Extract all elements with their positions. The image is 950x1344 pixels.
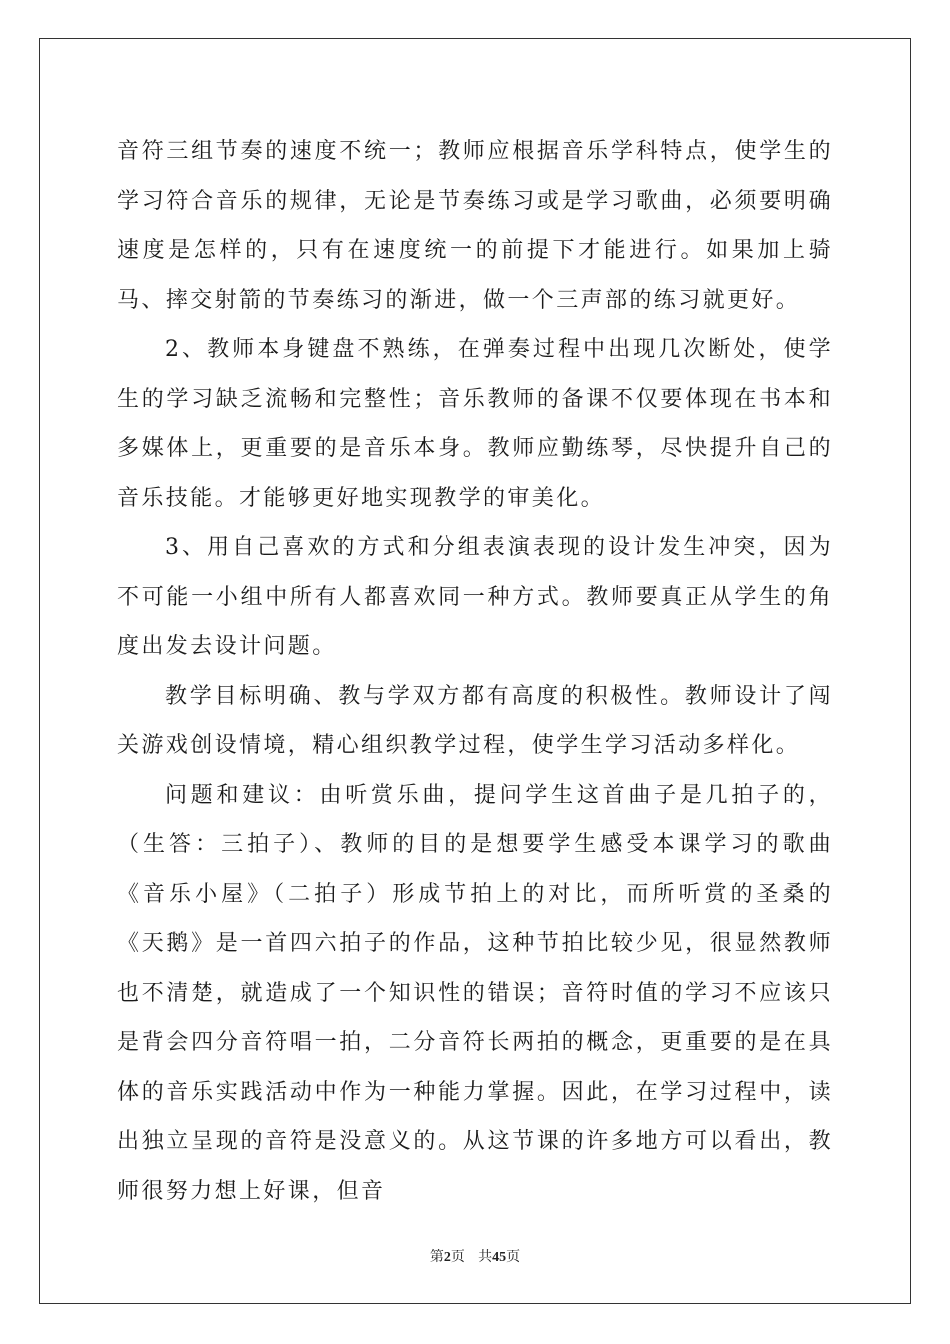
page-footer [0, 1246, 950, 1266]
total-suffix: 页 [506, 1249, 521, 1265]
page-prefix: 第 [429, 1249, 444, 1265]
paragraph-3: 3、用自己喜欢的方式和分组表演表现的设计发生冲突，因为不可能一小组中所有人都喜欢同一种方式。教师要真正从学生的角度出发去设计问题。 [117, 535, 833, 659]
total-prefix: 共 [478, 1249, 493, 1265]
total-pages: 45 [492, 1250, 507, 1265]
paragraph-4: 教学目标明确、教与学双方都有高度的积极性。教师设计了闯关游戏创设情境，精心组织教学过程，使学生学习活动多样化。 [117, 683, 833, 758]
paragraph-2: 2、教师本身键盘不熟练，在弹奏过程中出现几次断处，使学生的学习缺乏流畅和完整性；音乐教师的备课不仅要体现在书本和多媒体上，更重要的是音乐本身。教师应勤练琴，尽快提升自己的音乐技能。才能够更好地实现教学的审美化。 [117, 337, 833, 511]
paragraph-1: 音符三组节奏的速度不统一；教师应根据音乐学科特点，使学生的学习符合音乐的规律，无论是节奏练习或是学习歌曲，必须要明确速度是怎样的，只有在速度统一的前提下才能进行。如果加上骑马、摔交射箭的节奏练习的渐进，做一个三声部的练习就更好。 [117, 139, 833, 313]
document-body [117, 127, 833, 1216]
paragraph-5: 问题和建议：由听赏乐曲，提问学生这首曲子是几拍子的，（生答：三拍子）、教师的目的是想要学生感受本课学习的歌曲《音乐小屋》（二拍子）形成节拍上的对比，而所听赏的圣桑的《天鹅》是一首四六拍子的作品，这种节拍比较少见，很显然教师也不清楚，就造成了一个知识性的错误；音符时值的学习不应该只是背会四分音符唱一拍，二分音符长两拍的概念，更重要的是在具体的音乐实践活动中作为一种能力掌握。因此，在学习过程中，读出独立呈现的音符是没意义的。从这节课的许多地方可以看出，教师很努力想上好课，但音 [117, 782, 833, 1204]
page-suffix: 页 [450, 1249, 465, 1265]
page-number: 2 [443, 1250, 451, 1265]
